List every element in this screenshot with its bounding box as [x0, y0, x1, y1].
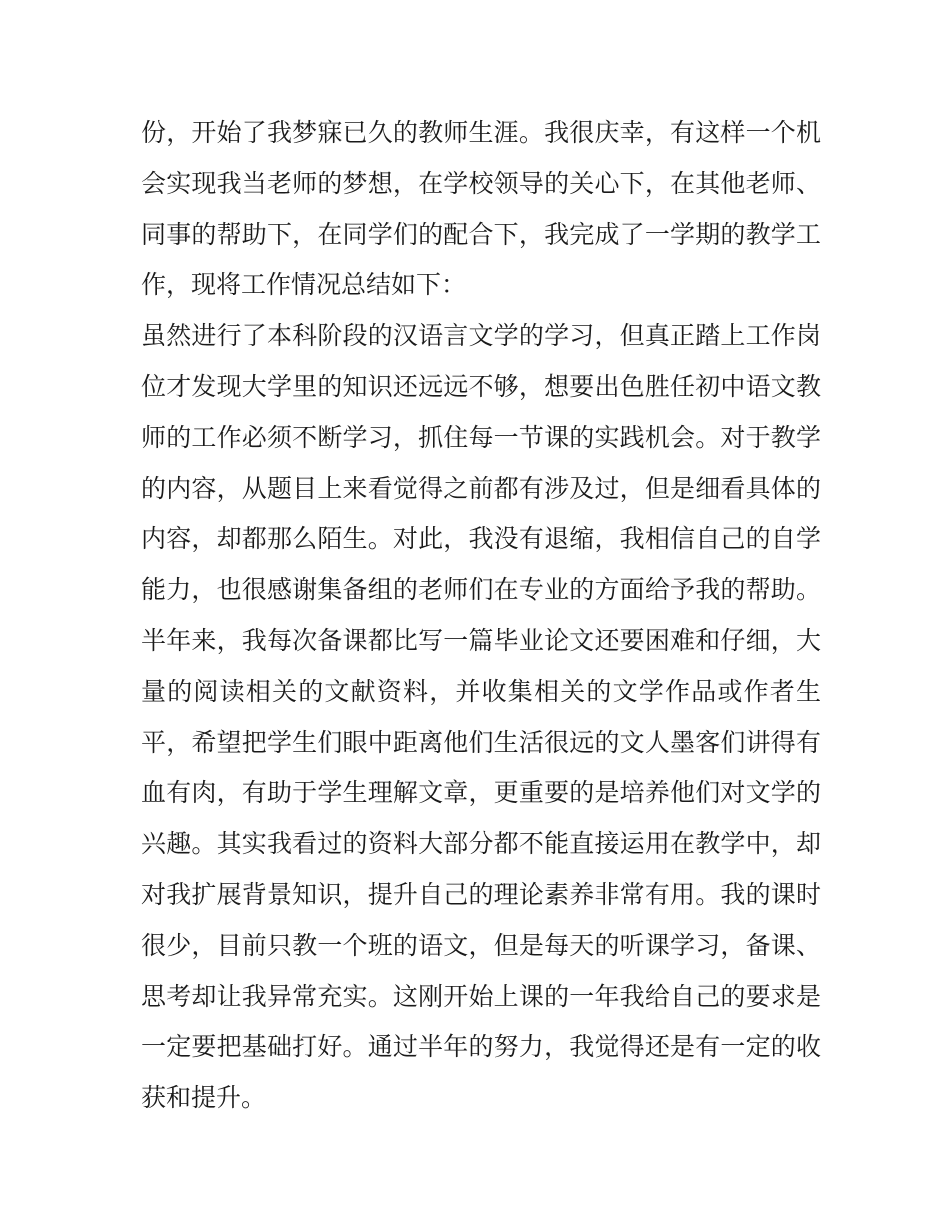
- text-line: 位才发现大学里的知识还远远不够，想要出色胜任初中语文教: [141, 371, 821, 401]
- text-line: 兴趣。其实我看过的资料大部分都不能直接运用在教学中，却: [141, 829, 821, 859]
- text-line: 对我扩展背景知识，提升自己的理论素养非常有用。我的课时: [141, 879, 821, 909]
- text-line: 血有肉，有助于学生理解文章，更重要的是培养他们对文学的: [141, 778, 821, 808]
- text-line: 师的工作必须不断学习，抓住每一节课的实践机会。对于教学: [141, 422, 821, 452]
- text-line: 内容，却都那么陌生。对此，我没有退缩，我相信自己的自学: [141, 524, 821, 554]
- text-line: 思考却让我异常充实。这刚开始上课的一年我给自己的要求是: [141, 981, 821, 1011]
- text-line: 很少，目前只教一个班的语文，但是每天的听课学习，备课、: [141, 930, 821, 960]
- text-line: 获和提升。: [141, 1083, 267, 1113]
- text-line: 虽然进行了本科阶段的汉语言文学的学习，但真正踏上工作岗: [141, 321, 821, 351]
- text-line: 平，希望把学生们眼中距离他们生活很远的文人墨客们讲得有: [141, 727, 821, 757]
- text-line: 作，现将工作情况总结如下：: [141, 270, 467, 300]
- text-line: 量的阅读相关的文献资料，并收集相关的文学作品或作者生: [141, 676, 821, 706]
- text-line: 一定要把基础打好。通过半年的努力，我觉得还是有一定的收: [141, 1032, 821, 1062]
- text-line: 同事的帮助下，在同学们的配合下，我完成了一学期的教学工: [141, 219, 821, 249]
- text-line: 半年来，我每次备课都比写一篇毕业论文还要困难和仔细，大: [141, 625, 821, 655]
- text-line: 能力，也很感谢集备组的老师们在专业的方面给予我的帮助。: [141, 575, 821, 605]
- text-line: 份，开始了我梦寐已久的教师生涯。我很庆幸，有这样一个机: [141, 118, 821, 147]
- body-text: [141, 108, 821, 1124]
- text-line: 会实现我当老师的梦想，在学校领导的关心下，在其他老师、: [141, 168, 821, 198]
- text-line: 的内容，从题目上来看觉得之前都有涉及过，但是细看具体的: [141, 473, 821, 503]
